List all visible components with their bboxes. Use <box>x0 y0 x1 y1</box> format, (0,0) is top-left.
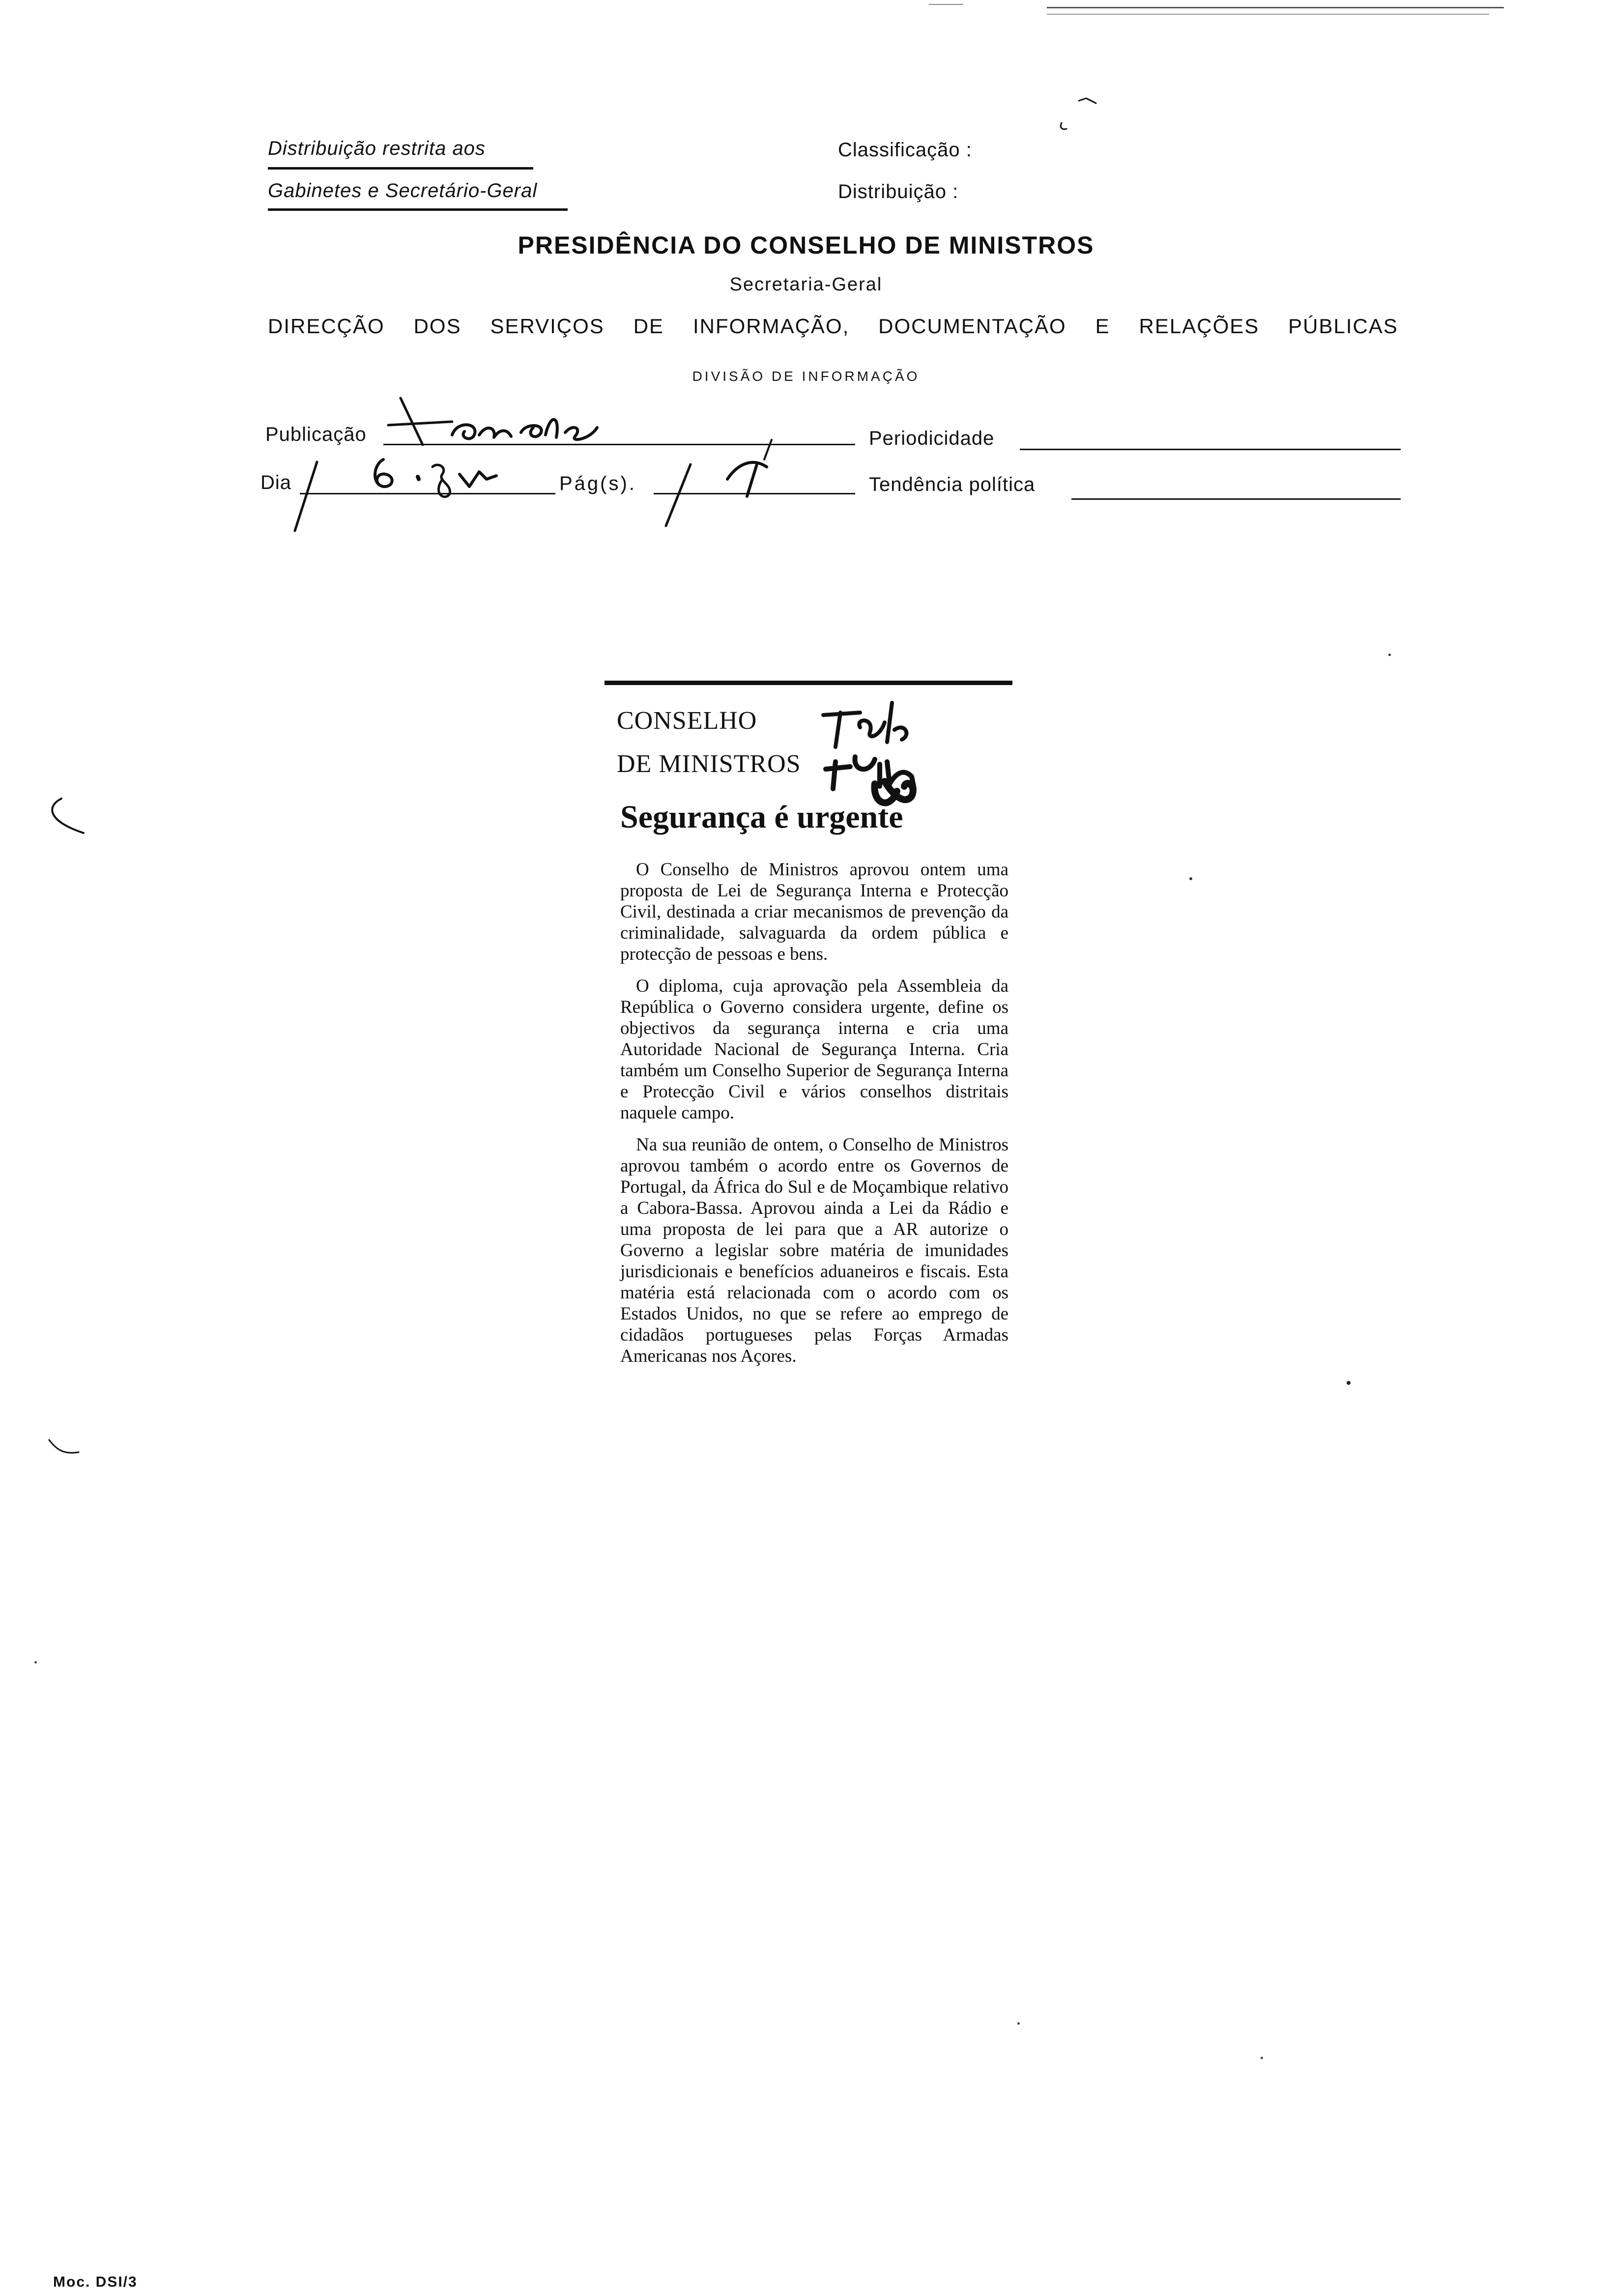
direccao-word: SERVIÇOS <box>490 315 604 338</box>
margin-scan-marks <box>0 737 123 1499</box>
handwritten-article-annotation <box>806 688 963 816</box>
article-paragraph: Na sua reunião de ontem, o Conselho de Ministros aprovou também o acordo entre os Governos de Portugal, da África do Sul e de Moçambique relativo a Cabora-Bassa. Aprovou ainda a Lei da Rádio e uma proposta de lei para que a AR autorize o Governo a legislar sobre matéria de imunidades jurisdicionais e benefícios aduaneiros e fiscais. Esta matéria está relacionada com o acordo com os Estados Unidos, no que se refere ao emprego de cidadãos portugueses pelas Forças Armadas Americanas nos Açores. <box>620 1135 1008 1366</box>
article-kicker-line1: CONSELHO <box>617 707 757 735</box>
scan-dot <box>34 1661 37 1664</box>
tendencia-label: Tendência política <box>869 474 1036 495</box>
handwritten-form-annotations <box>0 0 1612 590</box>
classificacao-label: Classificação : <box>838 139 972 161</box>
direccao-word: INFORMAÇÃO, <box>692 315 850 338</box>
restriction-note-line1: Distribuição restrita aos <box>268 138 486 159</box>
article-headline: Segurança é urgente <box>620 799 903 835</box>
organization-subtitle: Secretaria-Geral <box>729 274 883 295</box>
scan-dot <box>1017 2022 1020 2025</box>
article-body <box>620 859 1008 1378</box>
article-paragraph: O diploma, cuja aprovação pela Assembleia da República o Governo considera urgente, define os objectivos da segurança interna e cria uma Autoridade Nacional de Segurança Interna. Cria também um Conselho Superior de Segurança Interna e Protecção Civil e vários conselhos distritais naquele campo. <box>620 976 1008 1123</box>
direccao-word: PÚBLICAS <box>1288 315 1398 338</box>
publicacao-label: Publicação <box>265 424 367 445</box>
scan-dot <box>1261 2057 1263 2059</box>
organization-title: PRESIDÊNCIA DO CONSELHO DE MINISTROS <box>518 231 1094 259</box>
distribuicao-label: Distribuição : <box>838 181 959 202</box>
direccao-word: E <box>1095 315 1110 338</box>
periodicidade-label: Periodicidade <box>869 428 995 449</box>
divisao-label: DIVISÃO DE INFORMAÇÃO <box>692 369 920 384</box>
scan-mark <box>1047 14 1489 15</box>
scan-dot <box>1388 654 1391 656</box>
direccao-word: DOS <box>413 315 461 338</box>
pags-label: Pág(s). <box>559 473 636 494</box>
article-paragraph: O Conselho de Ministros aprovou ontem uma proposta de Lei de Segurança Interna e Protecção Civil, destinada a criar mecanismos de prevenção da criminalidade, salvaguarda da ordem pública e protecção de pessoas e bens. <box>620 860 1008 964</box>
article-kicker-line2: DE MINISTROS <box>617 750 801 778</box>
article-top-rule <box>604 681 1012 685</box>
direccao-word: RELAÇÕES <box>1139 315 1260 338</box>
restriction-note-line2: Gabinetes e Secretário-Geral <box>268 180 538 201</box>
direccao-word: DOCUMENTAÇÃO <box>878 315 1066 338</box>
dia-label: Dia <box>260 472 292 493</box>
scan-dot <box>1347 1381 1351 1385</box>
scan-mark <box>929 4 963 5</box>
scan-dot <box>1189 877 1192 880</box>
direccao-word: DIRECÇÃO <box>268 315 385 338</box>
direccao-word: DE <box>633 315 664 338</box>
form-code: Moc. DSI/3 <box>53 2274 138 2290</box>
scan-mark <box>1047 7 1504 8</box>
